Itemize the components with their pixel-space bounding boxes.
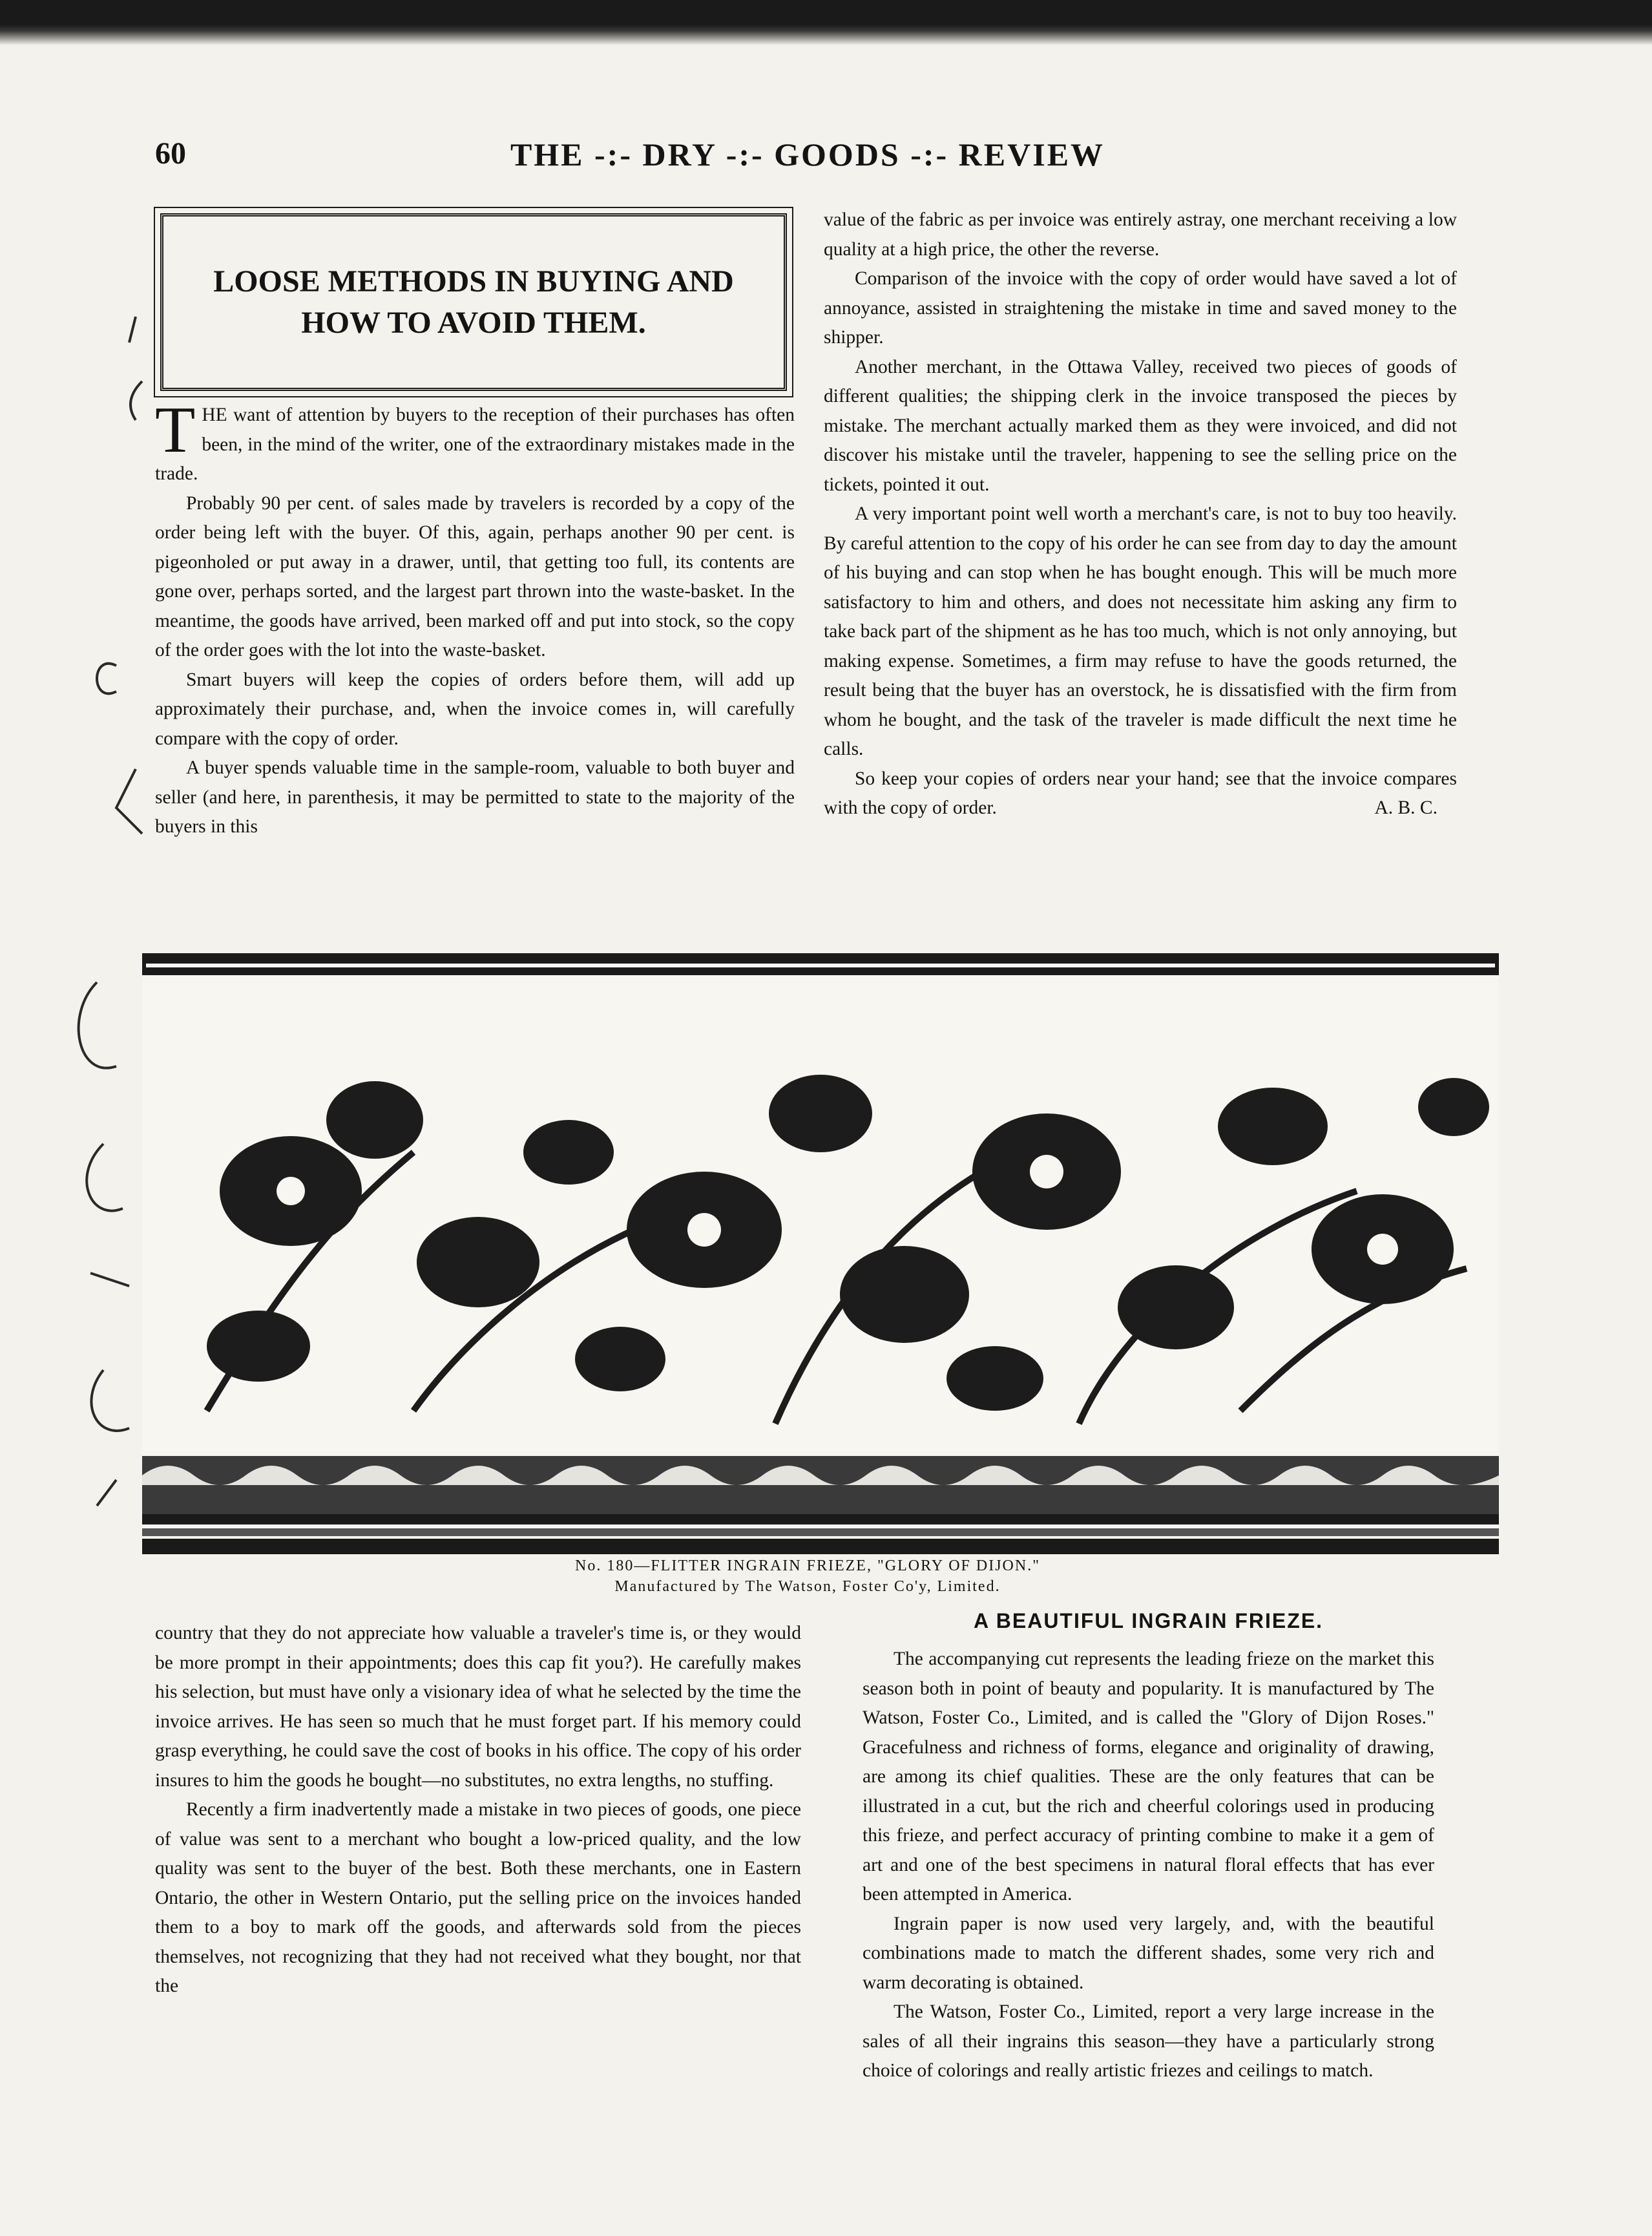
paragraph-text: HE want of attention by buyers to the reception of their purchases has often been, in the mind of the writer, one of the extraordinary mistakes made in the trade. bbox=[155, 405, 795, 484]
article-title-line2: HOW TO AVOID THEM. bbox=[301, 305, 646, 340]
margin-annotation-marks bbox=[39, 304, 155, 1532]
paragraph: Probably 90 per cent. of sales made by travelers is recorded by a copy of the order being left with the buyer. Of this, again, perhaps another 90 per cent. is pigeonholed or put away in a drawer, until, that getting too full, its contents are gone over, perhaps sorted, and the largest part thrown into the waste-basket. In the meantime, the goods have arrived, been marked off and put into stock, so the copy of the order goes with the lot into the waste-basket. bbox=[155, 492, 795, 660]
column-4 bbox=[863, 1645, 1434, 2086]
column-2 bbox=[824, 206, 1457, 823]
page-header bbox=[155, 136, 1460, 187]
paragraph bbox=[824, 765, 1457, 823]
paragraph: A very important point well worth a merchant's care, is not to buy too heavily. By careful attention to the copy of his order he can see from day to day the amount of his buying and can stop when he has bought enough. This will be much more satisfactory to him and others, and does not necessitate him asking any firm to take back part of the shipment as he has too much, which is not only annoying, but making expense. Sometimes, a firm may refuse to have the goods returned, the result being that the buyer has an overstock, he is dissatisfied with the firm from whom he bought, and the task of the traveler is made difficult the next time he calls. bbox=[824, 503, 1457, 759]
scan-top-edge bbox=[0, 0, 1652, 45]
column-1 bbox=[155, 394, 795, 842]
paragraph: Smart buyers will keep the copies of orders before them, will add up approximately their purchase, and, when the invoice comes in, will carefully compare with the copy of order. bbox=[155, 669, 795, 749]
paragraph: Ingrain paper is now used very largely, and, with the beautiful combinations made to match the different shades, some very rich and warm decorating is obtained. bbox=[863, 1913, 1434, 1993]
article-title-line1: LOOSE METHODS IN BUYING AND bbox=[213, 264, 734, 299]
paragraph-text: So keep your copies of orders near your hand; see that the invoice compares with the copy of order. bbox=[824, 768, 1457, 818]
floral-frieze-image bbox=[142, 958, 1499, 1549]
paragraph: The accompanying cut represents the leading frieze on the market this season both in point of beauty and popularity. It is manufactured by The Watson, Foster Co., Limited, and is called the "Glory of Dijon Roses." Gracefulness and richness of forms, elegance and originality of drawing, are among its chief qualities. These are the only features that can be illustrated in a cut, but the rich and cheerful colorings used in producing this frieze, and perfect accuracy of printing combine to make it a gem of art and one of the best specimens in natural floral effects that has ever been attempted in America. bbox=[863, 1649, 1434, 1904]
paragraph: Comparison of the invoice with the copy of order would have saved a lot of annoyance, assisted in straightening the mistake in time and saved money to the shipper. bbox=[824, 268, 1457, 348]
paragraph: country that they do not appreciate how valuable a traveler's time is, or they would be more prompt in their appointments; does this cap fit you?). He carefully makes his selection, but must have only a visionary idea of what he selected by the time the invoice arrives. He has seen so much that he must forget part. If his memory could grasp everything, he could save the cost of books in his office. The copy of his order insures to him the goods he bought—no substitutes, no extra lengths, no stuffing. bbox=[155, 1623, 801, 1791]
author-signature: A. B. C. bbox=[1374, 797, 1438, 818]
paragraph: A buyer spends valuable time in the sample-room, valuable to both buyer and seller (and here, in parenthesis, it may be permitted to state to the majority of the buyers in this bbox=[155, 757, 795, 837]
illustration-caption-line1: No. 180—FLITTER INGRAIN FRIEZE, "GLORY OF DIJON." bbox=[574, 1557, 1041, 1574]
running-title: THE -:- DRY -:- GOODS -:- REVIEW bbox=[510, 136, 1105, 173]
paragraph: Recently a firm inadvertently made a mistake in two pieces of goods, one piece of value was sent to a merchant who bought a low-priced quality, and the low quality was sent to the buyer of the best. Both these merchants, one in Eastern Ontario, the other in Western Ontario, put the selling price on the invoices handed them to a boy to mark off the goods, and afterwards sold from the pieces themselves, not recognizing that they had not received what they bought, nor that the bbox=[155, 1799, 801, 1996]
paragraph: value of the fabric as per invoice was entirely astray, one merchant receiving a low quality at a high price, the other the reverse. bbox=[824, 209, 1457, 260]
article-title bbox=[213, 261, 733, 344]
paragraph: Another merchant, in the Ottawa Valley, received two pieces of goods of different qualities; the shipping clerk in the invoice transposed the pieces by mistake. The merchant actually marked them as they were invoiced, and did not discover his mistake until the traveler, happening to see the selling price on the tickets, pointed it out. bbox=[824, 356, 1457, 495]
column-3 bbox=[155, 1619, 801, 2001]
paragraph: The Watson, Foster Co., Limited, report a very large increase in the sales of all their ingrains this season—they have a particularly strong choice of colorings and really artistic friezes and ceilings to match. bbox=[863, 2001, 1434, 2081]
paragraph bbox=[155, 394, 795, 489]
drop-cap: T bbox=[155, 394, 196, 467]
article-title-box bbox=[160, 213, 787, 391]
section-title: A BEAUTIFUL INGRAIN FRIEZE. bbox=[973, 1609, 1324, 1632]
illustration-caption-line2: Manufactured by The Watson, Foster Co'y, Limited. bbox=[614, 1578, 1001, 1595]
frieze-illustration bbox=[142, 953, 1499, 1554]
page-number: 60 bbox=[155, 136, 186, 171]
